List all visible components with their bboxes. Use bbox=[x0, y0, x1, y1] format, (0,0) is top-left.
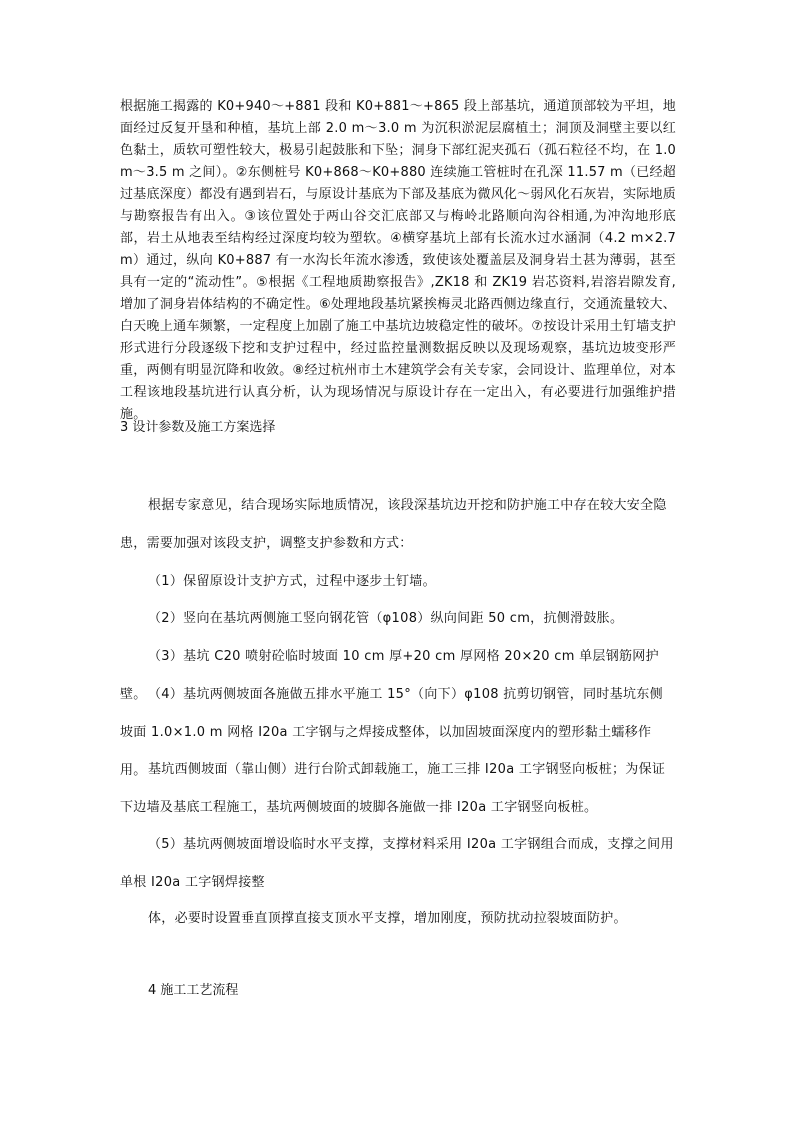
section-4-heading: 4 施工工艺流程 bbox=[148, 983, 239, 998]
paragraph-item-3: （3）基坑 C20 喷射砼临时坡面 10 cm 厚+20 cm 厚网格 20×20 cm 单层钢筋网护壁。 bbox=[120, 649, 659, 702]
paragraph-expert-opinion: 根据专家意见，结合现场实际地质情况，该段深基坑边开挖和防护施工中存在较大安全隐患，需要加强对该段支护，调整支护参数和方式： bbox=[120, 498, 667, 551]
paragraph-item-5-continued: 体，必要时设置垂直顶撑直接支顶水平支撑，增加刚度，预防扰动拉裂坡面防护。 bbox=[148, 911, 627, 926]
section-3-heading: 3 设计参数及施工方案选择 bbox=[120, 420, 276, 435]
intro-paragraph: 根据施工揭露的 K0+940～+881 段和 K0+881～+865 段上部基坑，通道顶部较为平坦，地面经过反复开垦和种植，基坑上部 2.0 m～3.0 m 为沉积淤泥层腐植土；洞顶及洞壁主要以红色黏土，质软可塑性较大，极易引起鼓胀和下坠；洞身下部红泥夹孤石（孤石粒径不均，在 1.0 m～3.5 m 之间）。②东侧桩号 K0+868～K0+880 连续施工管桩时在孔深 11.57 m（已经超过基底深度）都没有遇到岩石，与原设计基底为下部及基底为微风化～弱风化石灰岩，实际地质与勘察报告有出入。③该位置处于两山谷交汇底部又与梅岭北路顺向沟谷相通,为冲沟地形底部，岩土从地表至结构经过深度均较为塑软。④横穿基坑上部有长流水过水涵洞（4.2 m×2.7 m）通过，纵向 K0+887 有一水沟长年流水渗透，致使该处覆盖层及洞身岩土甚为薄弱，甚至具有一定的“流动性”。⑤根据《工程地质勘察报告》,ZK18 和 ZK19 岩芯资料,岩溶岩隙发育,增加了洞身岩体结构的不确定性。⑥处理地段基坑紧挨梅灵北路西侧边缘直行，交通流量较大、白天晚上通车频繁，一定程度上加剧了施工中基坑边坡稳定性的破坏。⑦按设计采用土钉墙支护形式进行分段逐级下挖和支护过程中，经过监控量测数据反映以及现场观察，基坑边坡变形严重，两侧有明显沉降和收敛。⑧经过杭州市土木建筑学会有关专家，会同设计、监理单位，对本工程该地段基坑进行认真分析，认为现场情况与原设计存在一定出入，有必要进行加强维护措施。 bbox=[120, 99, 676, 422]
paragraph-item-1: （1）保留原设计支护方式，过程中逐步土钉墙。 bbox=[148, 574, 436, 589]
paragraph-item-2: （2）竖向在基坑两侧施工竖向钢花管（φ108）纵向间距 50 cm，抗侧滑鼓胀。 bbox=[148, 611, 624, 626]
paragraph-west-slope: 基坑西侧坡面（靠山侧）进行台阶式卸载施工，施工三排 I20a 工字钢竖向板桩；为保证下边墙及基底工程施工，基坑两侧坡面的坡脚各施做一排 I20a 工字钢竖向板桩。 bbox=[120, 762, 666, 815]
paragraph-item-5: （5）基坑两侧坡面增设临时水平支撑，支撑材料采用 I20a 工字钢组合而成，支撑之间用单根 I20a 工字钢焊接整 bbox=[120, 837, 674, 890]
paragraph-item-4: （4）基坑两侧坡面各施做五排水平施工 15°（向下）φ108 抗剪切钢管，同时基坑东侧坡面 1.0×1.0 m 网格 I20a 工字钢与之焊接成整体，以加固坡面深度内的塑形黏土蠕移作用。 bbox=[120, 687, 663, 778]
